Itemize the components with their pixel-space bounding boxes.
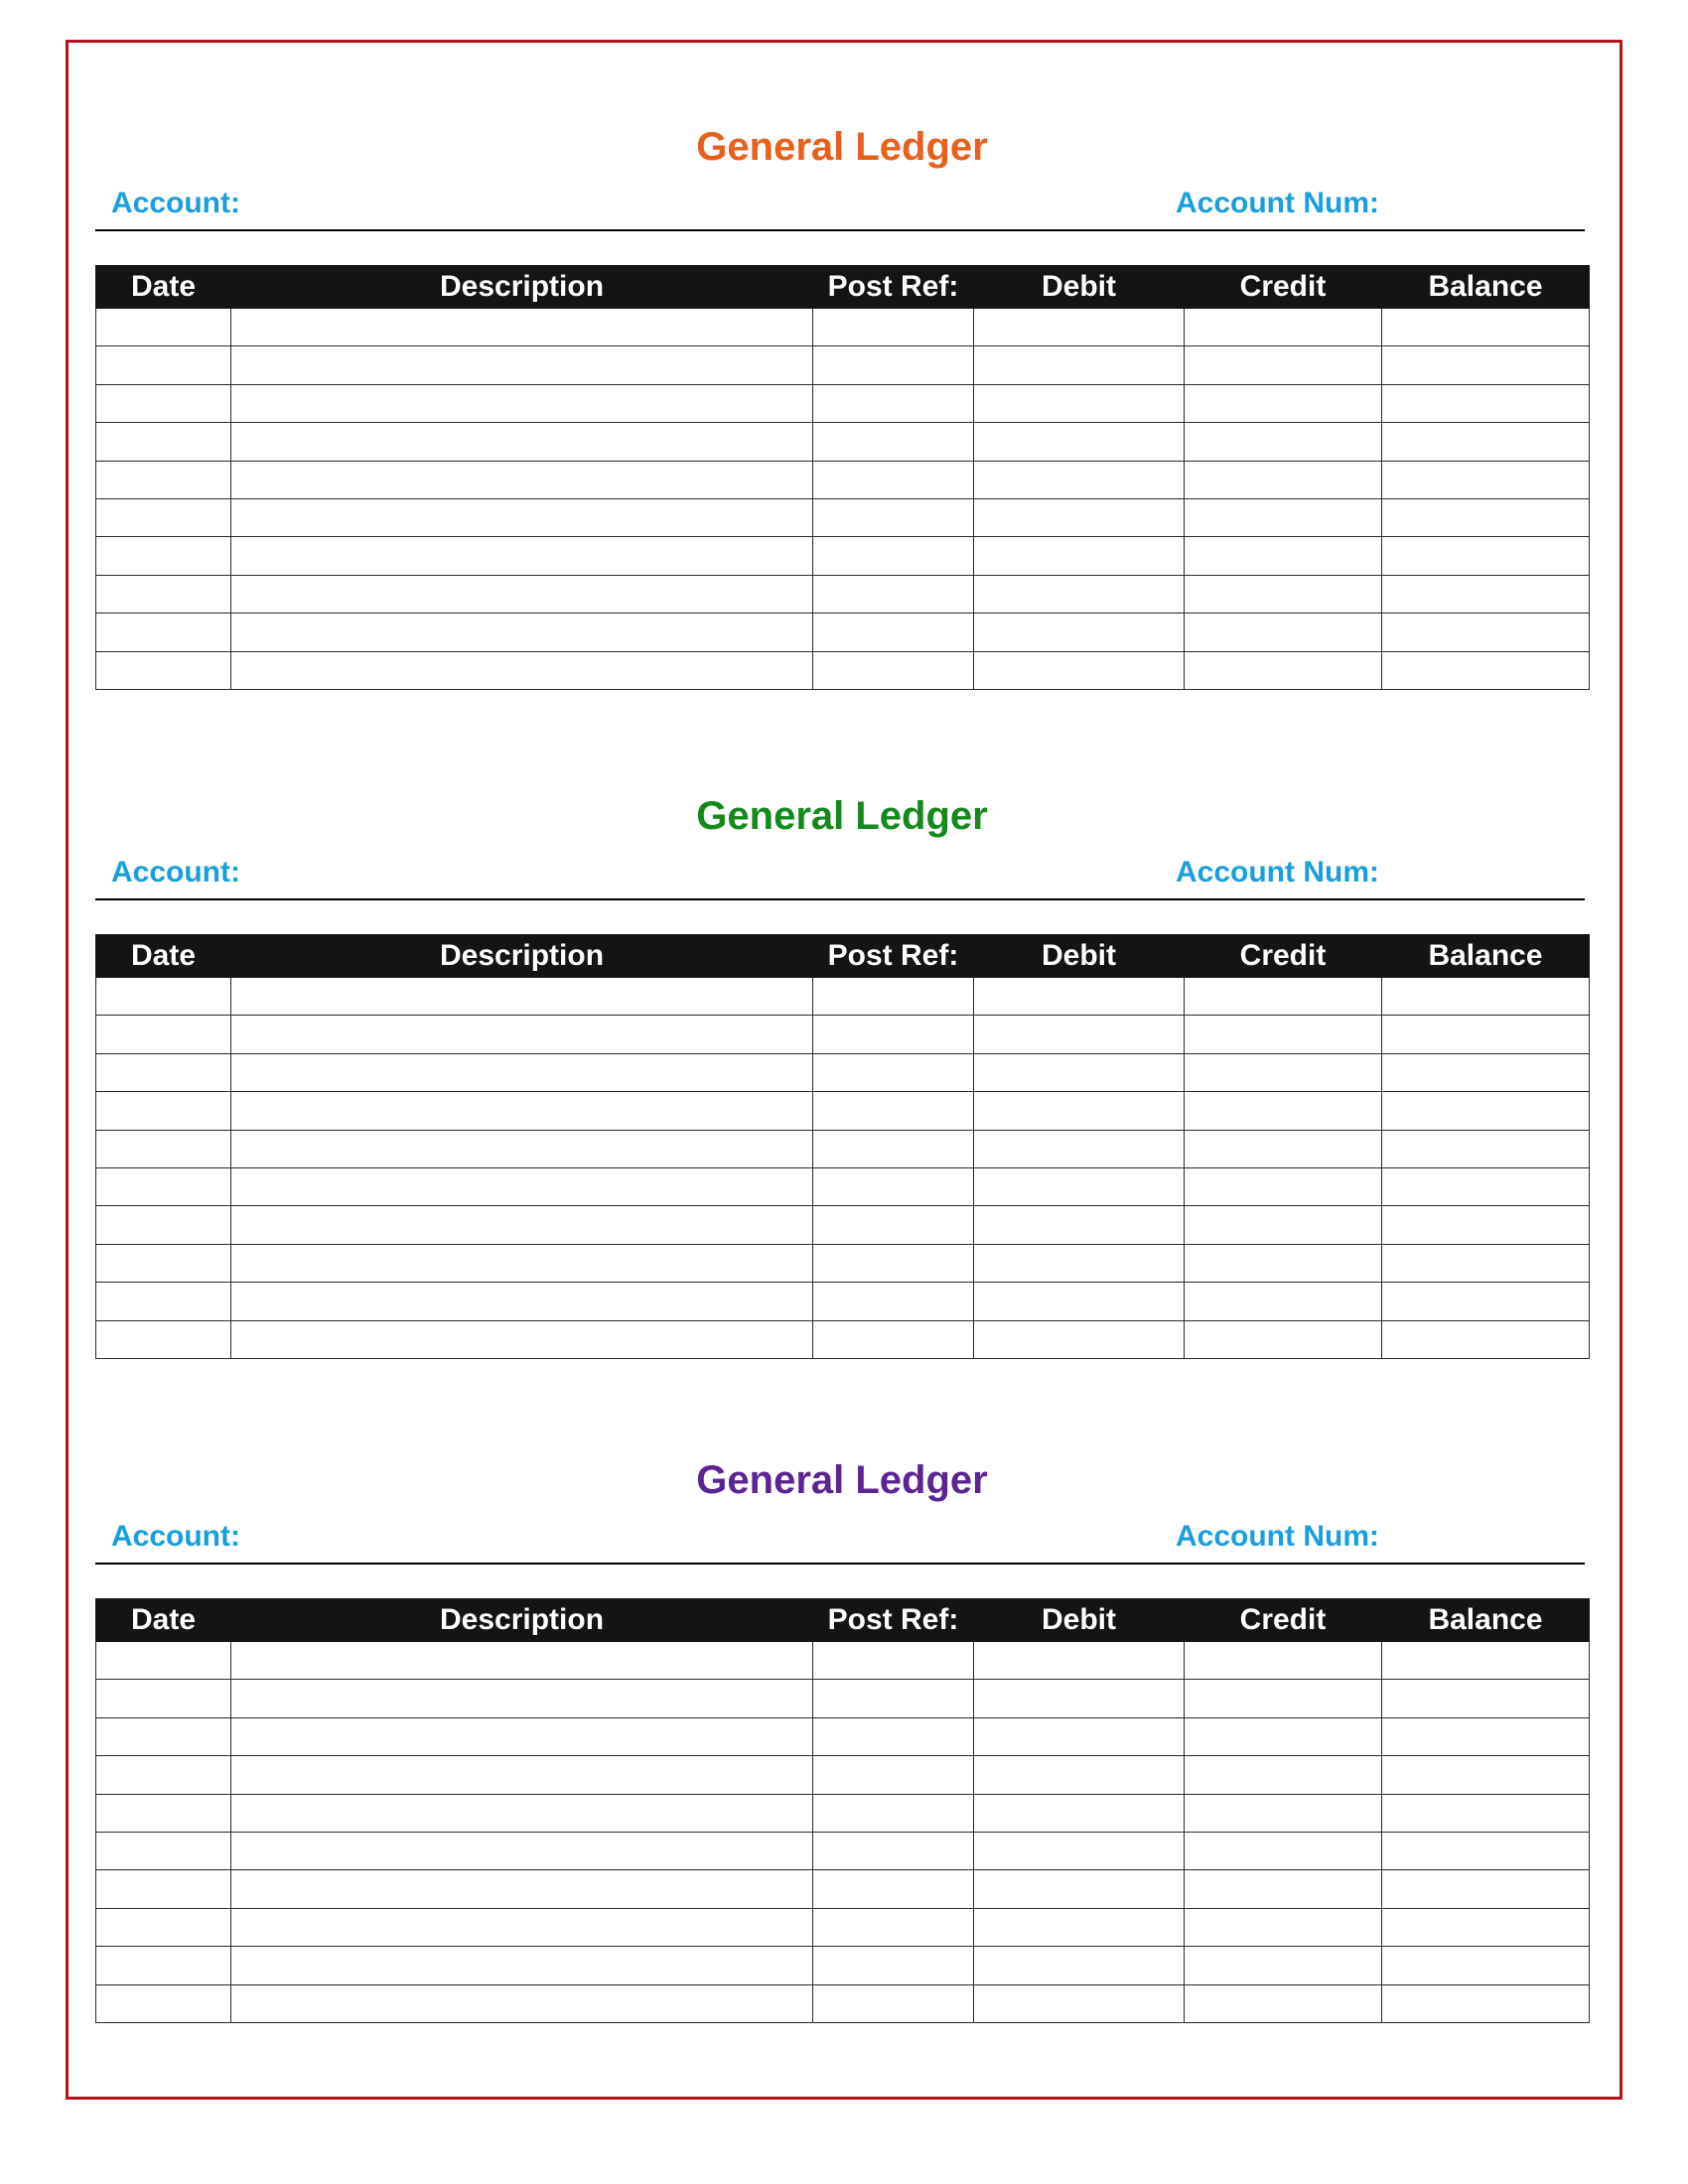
post-ref-cell[interactable] bbox=[813, 1984, 974, 2022]
post-ref-cell[interactable] bbox=[813, 384, 974, 422]
balance-cell[interactable] bbox=[1382, 614, 1590, 651]
debit-cell[interactable] bbox=[974, 1680, 1185, 1717]
post-ref-cell[interactable] bbox=[813, 1870, 974, 1908]
credit-cell[interactable] bbox=[1185, 978, 1382, 1016]
column-header-date: Date bbox=[96, 935, 231, 978]
date-cell[interactable] bbox=[96, 978, 231, 1016]
ledger-row bbox=[96, 1680, 1590, 1717]
ledger-row bbox=[96, 1016, 1590, 1053]
column-header-credit: Credit bbox=[1185, 266, 1382, 309]
post-ref-cell[interactable] bbox=[813, 1092, 974, 1130]
post-ref-cell[interactable] bbox=[813, 1167, 974, 1205]
balance-cell[interactable] bbox=[1382, 1756, 1590, 1794]
account-label: Account: bbox=[111, 856, 240, 888]
credit-cell[interactable] bbox=[1185, 423, 1382, 461]
debit-cell[interactable] bbox=[974, 1130, 1185, 1167]
date-cell[interactable] bbox=[96, 575, 231, 613]
description-cell[interactable] bbox=[231, 1947, 813, 1984]
balance-cell[interactable] bbox=[1382, 461, 1590, 498]
description-cell[interactable] bbox=[231, 1832, 813, 1869]
ledger-row bbox=[96, 1756, 1590, 1794]
post-ref-cell[interactable] bbox=[813, 1680, 974, 1717]
post-ref-cell[interactable] bbox=[813, 498, 974, 536]
description-cell[interactable] bbox=[231, 537, 813, 575]
column-header-post-ref: Post Ref: bbox=[813, 935, 974, 978]
date-cell[interactable] bbox=[96, 1642, 231, 1680]
description-cell[interactable] bbox=[231, 1908, 813, 1946]
ledger-row bbox=[96, 1167, 1590, 1205]
credit-cell[interactable] bbox=[1185, 1092, 1382, 1130]
description-cell[interactable] bbox=[231, 1680, 813, 1717]
column-header-debit: Debit bbox=[974, 935, 1185, 978]
date-cell[interactable] bbox=[96, 1092, 231, 1130]
debit-cell[interactable] bbox=[974, 614, 1185, 651]
ledger-row bbox=[96, 1320, 1590, 1358]
credit-cell[interactable] bbox=[1185, 1680, 1382, 1717]
post-ref-cell[interactable] bbox=[813, 1320, 974, 1358]
post-ref-cell[interactable] bbox=[813, 1130, 974, 1167]
credit-cell[interactable] bbox=[1185, 1130, 1382, 1167]
description-cell[interactable] bbox=[231, 1206, 813, 1244]
description-cell[interactable] bbox=[231, 614, 813, 651]
debit-cell[interactable] bbox=[974, 1947, 1185, 1984]
column-header-description: Description bbox=[231, 266, 813, 309]
ledger-row bbox=[96, 1947, 1590, 1984]
balance-cell[interactable] bbox=[1382, 651, 1590, 689]
ledger-table bbox=[95, 934, 1590, 1359]
description-cell[interactable] bbox=[231, 498, 813, 536]
date-cell[interactable] bbox=[96, 1794, 231, 1832]
column-header-balance: Balance bbox=[1382, 1599, 1590, 1642]
date-cell[interactable] bbox=[96, 384, 231, 422]
post-ref-cell[interactable] bbox=[813, 1908, 974, 1946]
debit-cell[interactable] bbox=[974, 1244, 1185, 1282]
date-cell[interactable] bbox=[96, 1947, 231, 1984]
debit-cell[interactable] bbox=[974, 978, 1185, 1016]
credit-cell[interactable] bbox=[1185, 461, 1382, 498]
ledger-header-row bbox=[96, 266, 1590, 309]
debit-cell[interactable] bbox=[974, 461, 1185, 498]
credit-cell[interactable] bbox=[1185, 1320, 1382, 1358]
description-cell[interactable] bbox=[231, 309, 813, 346]
debit-cell[interactable] bbox=[974, 1756, 1185, 1794]
balance-cell[interactable] bbox=[1382, 1908, 1590, 1946]
credit-cell[interactable] bbox=[1185, 1984, 1382, 2022]
balance-cell[interactable] bbox=[1382, 1717, 1590, 1755]
debit-cell[interactable] bbox=[974, 309, 1185, 346]
ledger-table bbox=[95, 1598, 1590, 2023]
column-header-description: Description bbox=[231, 1599, 813, 1642]
description-cell[interactable] bbox=[231, 1167, 813, 1205]
description-cell[interactable] bbox=[231, 1870, 813, 1908]
date-cell[interactable] bbox=[96, 1832, 231, 1869]
balance-cell[interactable] bbox=[1382, 1832, 1590, 1869]
column-header-balance: Balance bbox=[1382, 266, 1590, 309]
ledger-row bbox=[96, 614, 1590, 651]
date-cell[interactable] bbox=[96, 1167, 231, 1205]
ledger-header-row bbox=[96, 1599, 1590, 1642]
ledger-row bbox=[96, 346, 1590, 384]
ledger-row bbox=[96, 1244, 1590, 1282]
ledger-row bbox=[96, 1832, 1590, 1869]
debit-cell[interactable] bbox=[974, 1167, 1185, 1205]
column-header-credit: Credit bbox=[1185, 935, 1382, 978]
debit-cell[interactable] bbox=[974, 1016, 1185, 1053]
description-cell[interactable] bbox=[231, 1642, 813, 1680]
ledger-row bbox=[96, 1870, 1590, 1908]
balance-cell[interactable] bbox=[1382, 575, 1590, 613]
column-header-description: Description bbox=[231, 935, 813, 978]
account-num-label: Account Num: bbox=[1176, 1520, 1379, 1553]
credit-cell[interactable] bbox=[1185, 614, 1382, 651]
credit-cell[interactable] bbox=[1185, 651, 1382, 689]
column-header-debit: Debit bbox=[974, 266, 1185, 309]
debit-cell[interactable] bbox=[974, 651, 1185, 689]
credit-cell[interactable] bbox=[1185, 1870, 1382, 1908]
date-cell[interactable] bbox=[96, 1130, 231, 1167]
description-cell[interactable] bbox=[231, 1756, 813, 1794]
description-cell[interactable] bbox=[231, 1130, 813, 1167]
date-cell[interactable] bbox=[96, 1244, 231, 1282]
balance-cell[interactable] bbox=[1382, 1984, 1590, 2022]
ledger-title: General Ledger bbox=[696, 1458, 988, 1502]
ledger-row bbox=[96, 651, 1590, 689]
credit-cell[interactable] bbox=[1185, 1244, 1382, 1282]
column-header-date: Date bbox=[96, 266, 231, 309]
ledger-row bbox=[96, 537, 1590, 575]
balance-cell[interactable] bbox=[1382, 1244, 1590, 1282]
credit-cell[interactable] bbox=[1185, 1717, 1382, 1755]
description-cell[interactable] bbox=[231, 384, 813, 422]
description-cell[interactable] bbox=[231, 346, 813, 384]
column-header-post-ref: Post Ref: bbox=[813, 1599, 974, 1642]
date-cell[interactable] bbox=[96, 309, 231, 346]
column-header-debit: Debit bbox=[974, 1599, 1185, 1642]
debit-cell[interactable] bbox=[974, 1642, 1185, 1680]
debit-cell[interactable] bbox=[974, 384, 1185, 422]
balance-cell[interactable] bbox=[1382, 1092, 1590, 1130]
credit-cell[interactable] bbox=[1185, 575, 1382, 613]
post-ref-cell[interactable] bbox=[813, 614, 974, 651]
balance-cell[interactable] bbox=[1382, 537, 1590, 575]
description-cell[interactable] bbox=[231, 1320, 813, 1358]
post-ref-cell[interactable] bbox=[813, 1947, 974, 1984]
description-cell[interactable] bbox=[231, 1794, 813, 1832]
ledger-body bbox=[96, 978, 1590, 1359]
ledger-row bbox=[96, 1794, 1590, 1832]
description-cell[interactable] bbox=[231, 1283, 813, 1320]
date-cell[interactable] bbox=[96, 1206, 231, 1244]
credit-cell[interactable] bbox=[1185, 498, 1382, 536]
balance-cell[interactable] bbox=[1382, 978, 1590, 1016]
date-cell[interactable] bbox=[96, 614, 231, 651]
ledger-row bbox=[96, 1717, 1590, 1755]
ledger-row bbox=[96, 1642, 1590, 1680]
date-cell[interactable] bbox=[96, 1680, 231, 1717]
date-cell[interactable] bbox=[96, 346, 231, 384]
credit-cell[interactable] bbox=[1185, 1832, 1382, 1869]
debit-cell[interactable] bbox=[974, 1206, 1185, 1244]
balance-cell[interactable] bbox=[1382, 1016, 1590, 1053]
ledger-row bbox=[96, 978, 1590, 1016]
balance-cell[interactable] bbox=[1382, 498, 1590, 536]
ledger-row bbox=[96, 1908, 1590, 1946]
account-row bbox=[95, 1519, 1585, 1565]
post-ref-cell[interactable] bbox=[813, 1016, 974, 1053]
date-cell[interactable] bbox=[96, 1283, 231, 1320]
date-cell[interactable] bbox=[96, 1908, 231, 1946]
credit-cell[interactable] bbox=[1185, 1053, 1382, 1091]
credit-cell[interactable] bbox=[1185, 1947, 1382, 1984]
description-cell[interactable] bbox=[231, 1016, 813, 1053]
date-cell[interactable] bbox=[96, 1320, 231, 1358]
post-ref-cell[interactable] bbox=[813, 309, 974, 346]
debit-cell[interactable] bbox=[974, 346, 1185, 384]
balance-cell[interactable] bbox=[1382, 1870, 1590, 1908]
credit-cell[interactable] bbox=[1185, 384, 1382, 422]
post-ref-cell[interactable] bbox=[813, 537, 974, 575]
debit-cell[interactable] bbox=[974, 1832, 1185, 1869]
debit-cell[interactable] bbox=[974, 1717, 1185, 1755]
date-cell[interactable] bbox=[96, 1717, 231, 1755]
credit-cell[interactable] bbox=[1185, 1642, 1382, 1680]
post-ref-cell[interactable] bbox=[813, 651, 974, 689]
description-cell[interactable] bbox=[231, 423, 813, 461]
balance-cell[interactable] bbox=[1382, 423, 1590, 461]
date-cell[interactable] bbox=[96, 1016, 231, 1053]
debit-cell[interactable] bbox=[974, 575, 1185, 613]
ledger-row bbox=[96, 1092, 1590, 1130]
credit-cell[interactable] bbox=[1185, 346, 1382, 384]
date-cell[interactable] bbox=[96, 1053, 231, 1091]
column-header-post-ref: Post Ref: bbox=[813, 266, 974, 309]
ledger-row bbox=[96, 1283, 1590, 1320]
balance-cell[interactable] bbox=[1382, 1794, 1590, 1832]
post-ref-cell[interactable] bbox=[813, 346, 974, 384]
debit-cell[interactable] bbox=[974, 498, 1185, 536]
balance-cell[interactable] bbox=[1382, 1680, 1590, 1717]
description-cell[interactable] bbox=[231, 1984, 813, 2022]
date-cell[interactable] bbox=[96, 461, 231, 498]
credit-cell[interactable] bbox=[1185, 1016, 1382, 1053]
post-ref-cell[interactable] bbox=[813, 978, 974, 1016]
debit-cell[interactable] bbox=[974, 1053, 1185, 1091]
debit-cell[interactable] bbox=[974, 1320, 1185, 1358]
description-cell[interactable] bbox=[231, 1053, 813, 1091]
debit-cell[interactable] bbox=[974, 1092, 1185, 1130]
credit-cell[interactable] bbox=[1185, 1283, 1382, 1320]
balance-cell[interactable] bbox=[1382, 1283, 1590, 1320]
balance-cell[interactable] bbox=[1382, 1053, 1590, 1091]
post-ref-cell[interactable] bbox=[813, 1283, 974, 1320]
date-cell[interactable] bbox=[96, 498, 231, 536]
credit-cell[interactable] bbox=[1185, 309, 1382, 346]
ledger-row bbox=[96, 461, 1590, 498]
account-num-label: Account Num: bbox=[1176, 187, 1379, 219]
description-cell[interactable] bbox=[231, 1092, 813, 1130]
post-ref-cell[interactable] bbox=[813, 1053, 974, 1091]
ledger-title: General Ledger bbox=[696, 794, 988, 838]
ledger-row bbox=[96, 384, 1590, 422]
post-ref-cell[interactable] bbox=[813, 1756, 974, 1794]
description-cell[interactable] bbox=[231, 575, 813, 613]
ledger-table bbox=[95, 265, 1590, 690]
post-ref-cell[interactable] bbox=[813, 461, 974, 498]
debit-cell[interactable] bbox=[974, 1794, 1185, 1832]
account-row bbox=[95, 186, 1585, 231]
credit-cell[interactable] bbox=[1185, 1908, 1382, 1946]
balance-cell[interactable] bbox=[1382, 1206, 1590, 1244]
debit-cell[interactable] bbox=[974, 537, 1185, 575]
debit-cell[interactable] bbox=[974, 1870, 1185, 1908]
post-ref-cell[interactable] bbox=[813, 1244, 974, 1282]
balance-cell[interactable] bbox=[1382, 1130, 1590, 1167]
date-cell[interactable] bbox=[96, 537, 231, 575]
account-row bbox=[95, 855, 1585, 900]
post-ref-cell[interactable] bbox=[813, 423, 974, 461]
post-ref-cell[interactable] bbox=[813, 1832, 974, 1869]
balance-cell[interactable] bbox=[1382, 1642, 1590, 1680]
debit-cell[interactable] bbox=[974, 1283, 1185, 1320]
debit-cell[interactable] bbox=[974, 1908, 1185, 1946]
credit-cell[interactable] bbox=[1185, 1794, 1382, 1832]
post-ref-cell[interactable] bbox=[813, 575, 974, 613]
date-cell[interactable] bbox=[96, 423, 231, 461]
ledger-row bbox=[96, 1053, 1590, 1091]
ledger-row bbox=[96, 423, 1590, 461]
balance-cell[interactable] bbox=[1382, 384, 1590, 422]
ledger-row bbox=[96, 1984, 1590, 2022]
balance-cell[interactable] bbox=[1382, 346, 1590, 384]
ledger-body bbox=[96, 309, 1590, 690]
date-cell[interactable] bbox=[96, 1870, 231, 1908]
balance-cell[interactable] bbox=[1382, 1167, 1590, 1205]
credit-cell[interactable] bbox=[1185, 1167, 1382, 1205]
balance-cell[interactable] bbox=[1382, 309, 1590, 346]
date-cell[interactable] bbox=[96, 1984, 231, 2022]
credit-cell[interactable] bbox=[1185, 1756, 1382, 1794]
column-header-date: Date bbox=[96, 1599, 231, 1642]
ledger-body bbox=[96, 1642, 1590, 2023]
credit-cell[interactable] bbox=[1185, 1206, 1382, 1244]
date-cell[interactable] bbox=[96, 1756, 231, 1794]
description-cell[interactable] bbox=[231, 1717, 813, 1755]
ledger-title: General Ledger bbox=[696, 125, 988, 169]
description-cell[interactable] bbox=[231, 978, 813, 1016]
debit-cell[interactable] bbox=[974, 1984, 1185, 2022]
ledger-header-row bbox=[96, 935, 1590, 978]
description-cell[interactable] bbox=[231, 1244, 813, 1282]
ledger-row bbox=[96, 1130, 1590, 1167]
post-ref-cell[interactable] bbox=[813, 1717, 974, 1755]
column-header-balance: Balance bbox=[1382, 935, 1590, 978]
account-label: Account: bbox=[111, 187, 240, 219]
column-header-credit: Credit bbox=[1185, 1599, 1382, 1642]
balance-cell[interactable] bbox=[1382, 1947, 1590, 1984]
account-num-label: Account Num: bbox=[1176, 856, 1379, 888]
balance-cell[interactable] bbox=[1382, 1320, 1590, 1358]
date-cell[interactable] bbox=[96, 651, 231, 689]
post-ref-cell[interactable] bbox=[813, 1794, 974, 1832]
ledger-row bbox=[96, 309, 1590, 346]
post-ref-cell[interactable] bbox=[813, 1206, 974, 1244]
debit-cell[interactable] bbox=[974, 423, 1185, 461]
description-cell[interactable] bbox=[231, 651, 813, 689]
credit-cell[interactable] bbox=[1185, 537, 1382, 575]
ledger-row bbox=[96, 1206, 1590, 1244]
description-cell[interactable] bbox=[231, 461, 813, 498]
account-label: Account: bbox=[111, 1520, 240, 1553]
post-ref-cell[interactable] bbox=[813, 1642, 974, 1680]
ledger-row bbox=[96, 498, 1590, 536]
ledger-row bbox=[96, 575, 1590, 613]
